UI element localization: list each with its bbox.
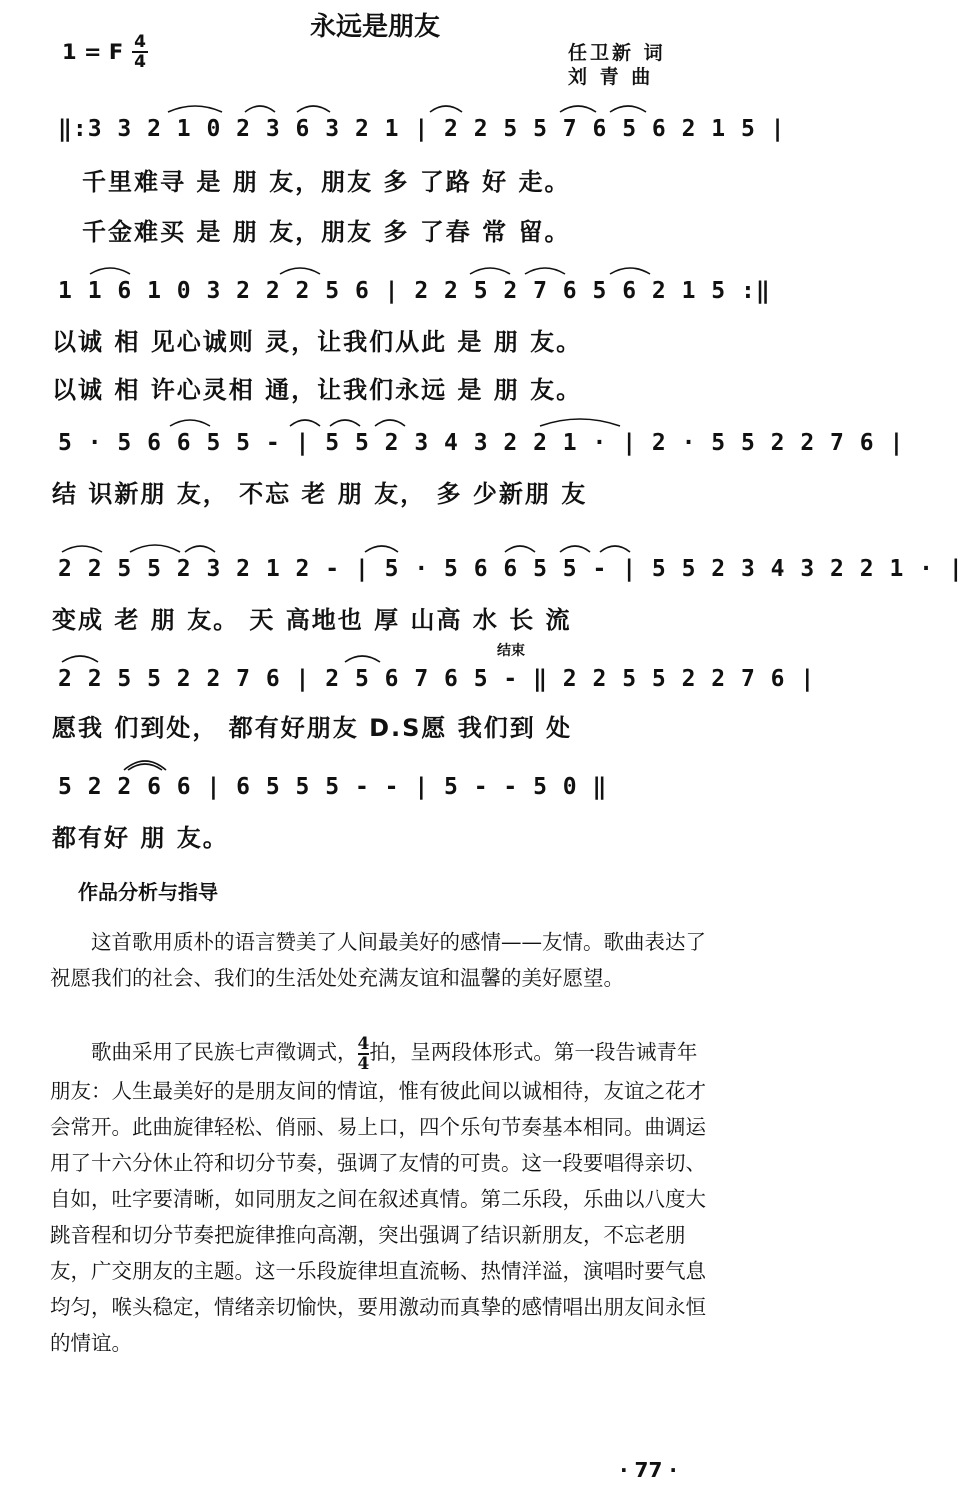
notation-line-6: 5 2 2 6 6 | 6 5 5 5 - - | 5 - - 5 0 ‖ bbox=[58, 774, 608, 800]
lyric-line-1a: 千里难寻 是 朋 友，朋友 多 了路 好 走。 bbox=[82, 168, 571, 196]
notation-line-4: 2 2 5 5 2 3 2 1 2 - | 5 · 5 6 6 5 5 - | 5 5 2 3 4 3 2 2 1 · | bbox=[58, 556, 964, 582]
lyric-line-2b: 以诚 相 许心灵相 通，让我们永远 是 朋 友。 bbox=[52, 376, 583, 404]
inline-time-signature-top: 4 bbox=[357, 1033, 370, 1054]
notation-line-3: 5 · 5 6 6 5 5 - | 5 5 2 3 4 3 2 2 1 · | 2 · 5 5 2 2 7 6 | bbox=[58, 430, 905, 456]
time-signature-numerator: 4 bbox=[132, 33, 148, 53]
lyricist-credit: 任卫新 词 bbox=[568, 42, 666, 64]
slur-decorations bbox=[0, 0, 750, 900]
analysis-paragraph-2-start: 歌曲采用了民族七声徵调式， bbox=[91, 1040, 358, 1064]
composer-credit: 刘 青 曲 bbox=[568, 66, 654, 88]
analysis-paragraph-2-rest: 拍，呈两段体形式。第一段告诫青年朋友：人生最美好的是朋友间的情谊，惟有彼此间以诚相待，友谊之花才会常开。此曲旋律轻松、俏丽、易上口，四个乐句节奏基本相同。曲调运用了十六分休止符和切分节奏，强调了友情的可贵。这一段要唱得亲切、自如，吐字要清晰，如同朋友之间在叙述真情。第二乐段，乐曲以八度大跳音程和切分节奏把旋律推向高潮，突出强调了结识新朋友，不忘老朋友，广交朋友的主题。这一乐段旋律坦直流畅、热情洋溢，演唱时要气息均匀，喉头稳定，情绪亲切愉快，要用激动而真挚的感情唱出朋友间永恒的情谊。 bbox=[50, 1040, 706, 1355]
notation-line-1: ‖:3 3 2 1 0 2 3 6 3 2 1 | 2 2 5 5 7 6 5 6 2 1 5 | bbox=[58, 116, 786, 142]
lyric-line-2a: 以诚 相 见心诚则 灵，让我们从此 是 朋 友。 bbox=[52, 328, 583, 356]
key-signature: 1 = F bbox=[62, 40, 124, 64]
inline-time-signature-bottom: 4 bbox=[357, 1053, 370, 1074]
analysis-paragraph-1: 这首歌用质朴的语言赞美了人间最美好的感情——友情。歌曲表达了祝愿我们的社会、我们的生活处处充满友谊和温馨的美好愿望。 bbox=[50, 930, 706, 990]
analysis-heading: 作品分析与指导 bbox=[78, 880, 218, 904]
lyric-line-6: 都有好 朋 友。 bbox=[52, 824, 229, 852]
lyric-line-3: 结 识新朋 友， 不忘 老 朋 友， 多 少新朋 友 bbox=[52, 480, 588, 508]
lyric-line-1b: 千金难买 是 朋 友，朋友 多 了春 常 留。 bbox=[82, 218, 571, 246]
lyric-line-5: 愿我 们到处， 都有好朋友 D.S愿 我们到 处 bbox=[52, 714, 573, 742]
song-title: 永远是朋友 bbox=[309, 12, 440, 42]
notation-line-5: 2 2 5 5 2 2 7 6 | 2 5 6 7 6 5 - ‖ 2 2 5 5 2 2 7 6 | bbox=[58, 666, 816, 692]
time-signature-denominator: 4 bbox=[134, 52, 146, 72]
page-number: · 77 · bbox=[620, 1458, 677, 1482]
analysis-paragraph-2 bbox=[50, 1034, 710, 1361]
inline-time-signature bbox=[358, 1035, 370, 1073]
fine-marker: 结束 bbox=[497, 643, 525, 659]
lyric-line-4: 变成 老 朋 友。 天 高地也 厚 山高 水 长 流 bbox=[52, 606, 572, 634]
notation-line-2: 1 1 6 1 0 3 2 2 2 5 6 | 2 2 5 2 7 6 5 6 2 1 5 :‖ bbox=[58, 278, 771, 304]
